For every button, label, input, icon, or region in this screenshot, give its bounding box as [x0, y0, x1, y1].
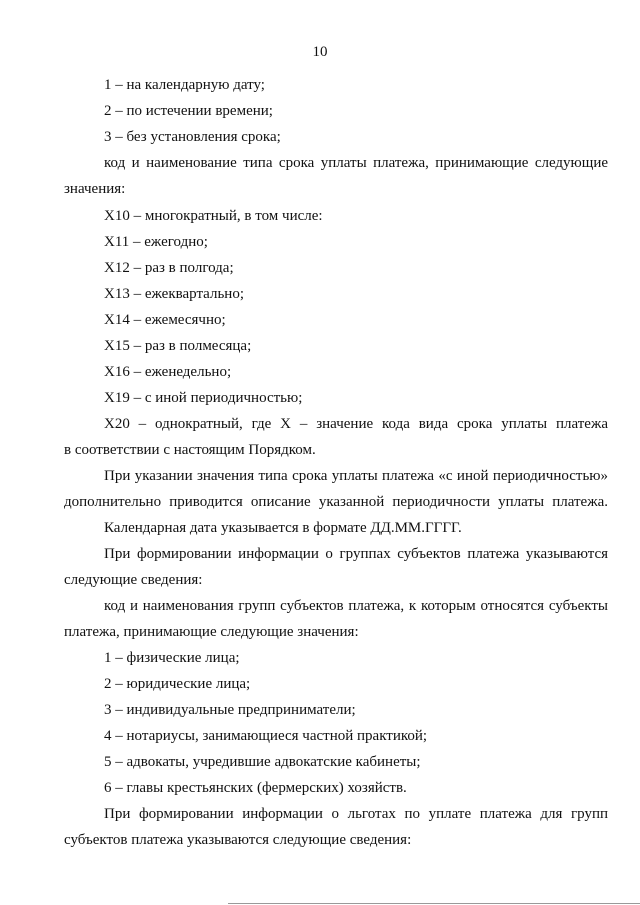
paragraph-line: Календарная дата указывается в формате ДД.ММ.ГГГГ.	[104, 520, 462, 536]
code-x10: X10 – многократный, в том числе:	[104, 208, 323, 224]
page-number: 10	[312, 44, 328, 60]
subject-group-2: 2 – юридические лица;	[104, 676, 251, 692]
subject-group-4: 4 – нотариусы, занимающиеся частной практикой;	[104, 728, 428, 744]
code-x12: X12 – раз в полгода;	[104, 260, 234, 276]
paragraph-line: в соответствии с настоящим Порядком.	[64, 442, 316, 458]
code-x11: X11 – ежегодно;	[104, 234, 208, 250]
code-x16: X16 – еженедельно;	[104, 364, 232, 380]
paragraph-line: платежа, принимающие следующие значения:	[64, 624, 359, 640]
code-x15: X15 – раз в полмесяца;	[104, 338, 252, 354]
code-x19: X19 – с иной периодичностью;	[104, 390, 303, 406]
subject-group-6: 6 – главы крестьянских (фермерских) хозяйств.	[104, 780, 407, 796]
code-x14: X14 – ежемесячно;	[104, 312, 226, 328]
payment-term-type-3: 3 – без установления срока;	[104, 129, 281, 145]
paragraph-line: код и наименование типа срока уплаты платежа, принимающие следующие	[104, 155, 608, 171]
paragraph-line: значения:	[64, 181, 126, 197]
paragraph-line: дополнительно приводится описание указанной периодичности уплаты платежа.	[64, 494, 608, 510]
subject-group-5: 5 – адвокаты, учредившие адвокатские кабинеты;	[104, 754, 421, 770]
paragraph-line: код и наименования групп субъектов платежа, к которым относятся субъекты	[104, 598, 608, 614]
subject-group-1: 1 – физические лица;	[104, 650, 240, 666]
paragraph-line: следующие сведения:	[64, 572, 203, 588]
paragraph-line: При указании значения типа срока уплаты платежа «с иной периодичностью»	[104, 468, 608, 484]
paragraph-line: субъектов платежа указываются следующие сведения:	[64, 832, 412, 848]
subject-group-3: 3 – индивидуальные предприниматели;	[104, 702, 356, 718]
payment-term-type-1: 1 – на календарную дату;	[104, 77, 265, 93]
paragraph-line: При формировании информации о льготах по уплате платежа для групп	[104, 806, 608, 822]
code-x20: X20 – однократный, где X – значение кода вида срока уплаты платежа	[104, 416, 608, 432]
bottom-edge-line	[228, 903, 640, 904]
paragraph-line: При формировании информации о группах субъектов платежа указываются	[104, 546, 608, 562]
payment-term-type-2: 2 – по истечении времени;	[104, 103, 273, 119]
code-x13: X13 – ежеквартально;	[104, 286, 244, 302]
